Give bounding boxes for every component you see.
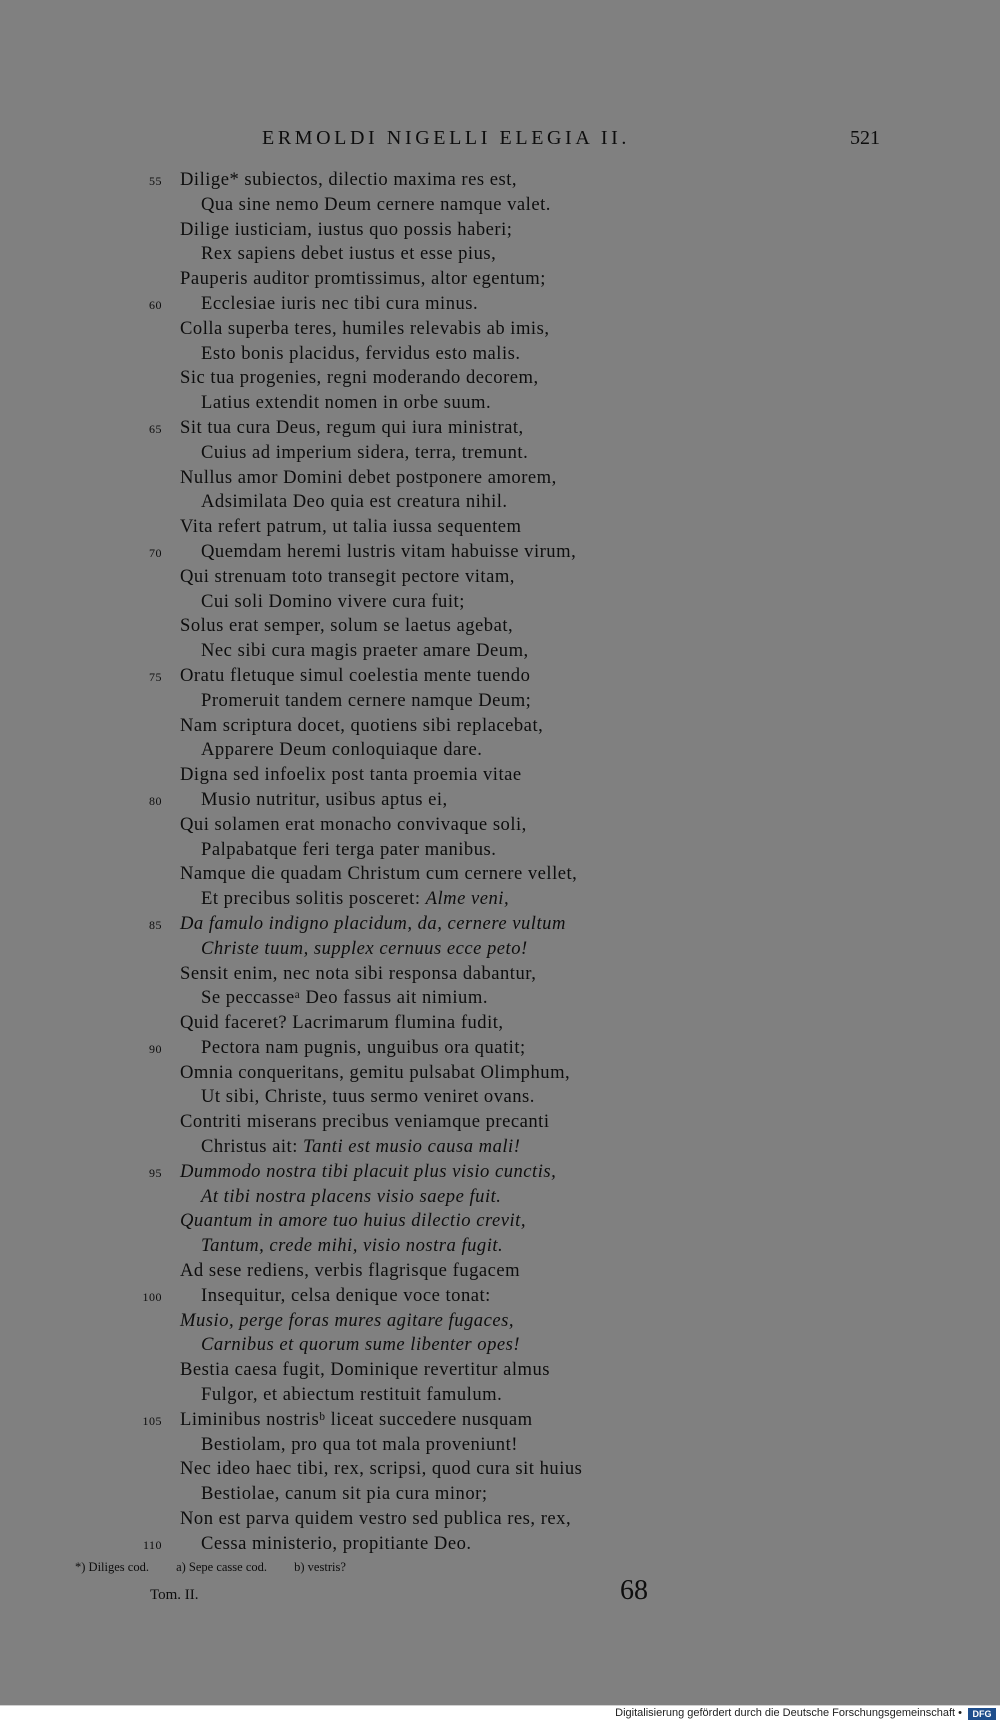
verse-text — [180, 862, 577, 887]
footnote-a: a) Sepe casse cod. — [176, 1560, 268, 1574]
verse-roman: Cuius ad imperium sidera, terra, tremunt. — [201, 441, 529, 463]
verse-line — [0, 1507, 1000, 1532]
verse-text — [201, 1383, 502, 1408]
verse-roman: Insequitur, celsa denique voce tonat: — [201, 1284, 491, 1306]
verse-line — [0, 1160, 1000, 1185]
line-number: 80 — [149, 793, 162, 808]
verse-text — [180, 1309, 514, 1334]
verse-line — [0, 317, 1000, 342]
verse-text — [201, 1135, 520, 1160]
verse-italic: Alme veni, — [425, 888, 510, 910]
verse-text — [201, 242, 496, 267]
verse-text — [201, 1333, 520, 1358]
verse-line — [0, 590, 1000, 615]
verse-text — [201, 1036, 526, 1061]
line-number: 100 — [142, 1289, 162, 1304]
verse-text — [180, 466, 557, 491]
line-number: 65 — [149, 421, 162, 436]
verse-line — [0, 1061, 1000, 1086]
verse-roman: Bestiolam, pro qua tot mala proveniunt! — [201, 1433, 518, 1455]
verse-line — [0, 664, 1000, 689]
verse-roman: Pectora nam pugnis, unguibus ora quatit; — [201, 1036, 526, 1058]
verse-text — [180, 813, 527, 838]
line-number: 70 — [149, 545, 162, 560]
verse-roman: Apparere Deum conloquiaque dare. — [201, 739, 483, 761]
verse-line — [0, 1309, 1000, 1334]
verse-line — [0, 490, 1000, 515]
verse-line — [0, 441, 1000, 466]
verse-italic: Carnibus et quorum sume libenter opes! — [201, 1334, 521, 1356]
verse-roman: Liminibus nostrisᵇ liceat succedere nusquam — [180, 1408, 533, 1430]
verse-text — [180, 1011, 504, 1036]
verse-line — [0, 614, 1000, 639]
verse-line — [0, 267, 1000, 292]
verse-line — [0, 962, 1000, 987]
verse-roman: Qui solamen erat monacho convivaque soli, — [180, 813, 527, 835]
line-number: 75 — [149, 669, 162, 684]
verse-roman: Sit tua cura Deus, regum qui iura ministrat, — [180, 416, 524, 438]
verse-text — [180, 1110, 549, 1135]
verse-line — [0, 1482, 1000, 1507]
page-number: 521 — [850, 127, 880, 149]
verse-italic: Quantum in amore tuo huius dilectio crevit, — [180, 1210, 526, 1232]
verse-text — [201, 1482, 488, 1507]
verse-text — [201, 986, 488, 1011]
verse-line — [0, 1135, 1000, 1160]
verse-line — [0, 788, 1000, 813]
verse-roman: Fulgor, et abiectum restituit famulum. — [201, 1384, 503, 1406]
verse-text — [180, 1160, 556, 1185]
verse-roman: Se peccasseᵃ Deo fassus ait nimium. — [201, 987, 488, 1009]
line-number: 60 — [149, 297, 162, 312]
dfg-funding-bar — [0, 1705, 1000, 1723]
verse-italic: At tibi nostra placens visio saepe fuit. — [201, 1185, 502, 1207]
verse-roman: Sic tua progenies, regni moderando decorem, — [180, 367, 539, 389]
verse-italic: Dummodo nostra tibi placuit plus visio cunctis, — [180, 1160, 557, 1182]
verse-text — [201, 1284, 491, 1309]
verse-roman: Vita refert patrum, ut talia iussa sequentem — [180, 516, 522, 538]
verse-text — [201, 788, 448, 813]
footnotes — [75, 1560, 370, 1575]
line-number: 90 — [149, 1041, 162, 1056]
verse-line — [0, 1036, 1000, 1061]
verse-line — [0, 689, 1000, 714]
verse-line — [0, 1259, 1000, 1284]
verse-text — [201, 540, 576, 565]
verse-line — [0, 168, 1000, 193]
verse-roman: Quemdam heremi lustris vitam habuisse virum, — [201, 540, 577, 562]
verse-text — [201, 937, 528, 962]
verse-italic: Tantum, crede mihi, visio nostra fugit. — [201, 1235, 504, 1257]
verse-text — [201, 1234, 503, 1259]
verse-text — [180, 714, 543, 739]
dfg-logo-icon[interactable]: DFG — [968, 1708, 996, 1720]
verse-roman: Ut sibi, Christe, tuus sermo veniret ovans. — [201, 1086, 535, 1108]
line-number: 95 — [149, 1165, 162, 1180]
verse-text — [180, 168, 517, 193]
verse-line — [0, 1284, 1000, 1309]
verse-line — [0, 1383, 1000, 1408]
verse-line — [0, 1011, 1000, 1036]
verse-roman: Esto bonis placidus, fervidus esto malis. — [201, 342, 521, 364]
signature-mark: 68 — [620, 1575, 648, 1606]
verse-line — [0, 763, 1000, 788]
verse-line — [0, 1234, 1000, 1259]
verse-roman: Namque die quadam Christum cum cernere vellet, — [180, 863, 578, 885]
verse-roman: Et precibus solitis posceret: — [201, 888, 426, 910]
verse-roman: Bestiolae, canum sit pia cura minor; — [201, 1483, 488, 1505]
verse-text — [180, 515, 522, 540]
verse-text — [201, 441, 528, 466]
verse-line — [0, 1110, 1000, 1135]
verse-italic: Christe tuum, supplex cernuus ecce peto! — [201, 937, 528, 959]
verse-line — [0, 193, 1000, 218]
verse-text — [180, 317, 549, 342]
verse-text — [180, 416, 524, 441]
verse-text — [180, 1061, 570, 1086]
verse-line — [0, 1532, 1000, 1557]
verse-roman: Dilige* subiectos, dilectio maxima res est, — [180, 169, 518, 190]
poem-text — [0, 168, 1000, 1557]
verse-text — [180, 1358, 550, 1383]
verse-roman: Quid faceret? Lacrimarum flumina fudit, — [180, 1012, 504, 1034]
verse-text — [201, 292, 478, 317]
line-number: 110 — [142, 1537, 162, 1552]
verse-roman: Latius extendit nomen in orbe suum. — [201, 392, 492, 414]
verse-roman: Nec ideo haec tibi, rex, scripsi, quod cura sit huius — [180, 1458, 583, 1480]
verse-roman: Bestia caesa fugit, Dominique revertitur almus — [180, 1359, 550, 1381]
verse-roman: Musio nutritur, usibus aptus ei, — [201, 788, 448, 810]
verse-roman: Omnia conqueritans, gemitu pulsabat Olimphum, — [180, 1061, 571, 1083]
verse-roman: Cessa ministerio, propitiante Deo. — [201, 1532, 472, 1554]
verse-italic: Musio, perge foras mures agitare fugaces, — [180, 1309, 514, 1331]
verse-roman: Qua sine nemo Deum cernere namque valet. — [201, 193, 551, 215]
verse-line — [0, 366, 1000, 391]
verse-line — [0, 986, 1000, 1011]
verse-roman: Nullus amor Domini debet postponere amorem, — [180, 466, 557, 488]
verse-line — [0, 218, 1000, 243]
verse-roman: Rex sapiens debet iustus et esse pius, — [201, 243, 497, 265]
verse-roman: Pauperis auditor promtissimus, altor egentum; — [180, 268, 546, 290]
verse-line — [0, 887, 1000, 912]
verse-roman: Contriti miserans precibus veniamque precanti — [180, 1111, 550, 1133]
verse-line — [0, 838, 1000, 863]
verse-line — [0, 342, 1000, 367]
verse-text — [180, 912, 566, 937]
verse-line — [0, 862, 1000, 887]
verse-line — [0, 813, 1000, 838]
verse-line — [0, 738, 1000, 763]
dfg-funding-text: Digitalisierung gefördert durch die Deutsche Forschungsgemeinschaft • — [615, 1707, 962, 1719]
line-number: 85 — [149, 917, 162, 932]
verse-roman: Oratu fletuque simul coelestia mente tuendo — [180, 664, 531, 686]
verse-roman: Non est parva quidem vestro sed publica res, rex, — [180, 1508, 572, 1530]
verse-text — [201, 342, 521, 367]
verse-line — [0, 540, 1000, 565]
verse-line — [0, 1209, 1000, 1234]
running-title: ERMOLDI NIGELLI ELEGIA II. — [262, 127, 630, 149]
verse-text — [180, 218, 512, 243]
verse-roman: Promeruit tandem cernere namque Deum; — [201, 689, 532, 711]
verse-line — [0, 466, 1000, 491]
verse-text — [180, 962, 536, 987]
verse-roman: Sensit enim, nec nota sibi responsa dabantur, — [180, 962, 537, 984]
verse-text — [180, 664, 530, 689]
verse-text — [201, 391, 491, 416]
verse-roman: Ad sese rediens, verbis flagrisque fugacem — [180, 1260, 521, 1282]
line-number: 55 — [149, 174, 162, 188]
verse-text — [201, 193, 551, 218]
verse-line — [0, 1358, 1000, 1383]
verse-text — [201, 1433, 518, 1458]
verse-roman: Nec sibi cura magis praeter amare Deum, — [201, 640, 529, 662]
verse-text — [180, 1507, 571, 1532]
verse-line — [0, 565, 1000, 590]
verse-roman: Nam scriptura docet, quotiens sibi replacebat, — [180, 714, 544, 736]
verse-text — [180, 1408, 533, 1433]
verse-italic: Tanti est musio causa mali! — [303, 1136, 521, 1158]
verse-roman: Digna sed infoelix post tanta proemia vitae — [180, 764, 522, 786]
verse-line — [0, 1408, 1000, 1433]
verse-line — [0, 242, 1000, 267]
line-number: 105 — [142, 1413, 162, 1428]
page-header — [0, 127, 1000, 157]
verse-roman: Dilige iusticiam, iustus quo possis haberi; — [180, 218, 513, 240]
verse-roman: Cui soli Domino vivere cura fuit; — [201, 590, 465, 612]
verse-text — [201, 738, 482, 763]
verse-line — [0, 416, 1000, 441]
verse-line — [0, 937, 1000, 962]
verse-roman: Qui strenuam toto transegit pectore vitam, — [180, 565, 515, 587]
verse-line — [0, 912, 1000, 937]
verse-text — [180, 1457, 582, 1482]
verse-line — [0, 515, 1000, 540]
verse-line — [0, 639, 1000, 664]
verse-text — [201, 689, 531, 714]
verse-text — [180, 1209, 526, 1234]
verse-line — [0, 714, 1000, 739]
verse-line — [0, 1333, 1000, 1358]
verse-text — [201, 590, 465, 615]
volume-label: Tom. II. — [150, 1587, 199, 1603]
verse-text — [201, 838, 496, 863]
verse-text — [201, 490, 508, 515]
verse-roman: Solus erat semper, solum se laetus agebat, — [180, 615, 514, 637]
verse-text — [201, 1085, 535, 1110]
verse-line — [0, 292, 1000, 317]
verse-text — [180, 614, 513, 639]
verse-text — [180, 1259, 520, 1284]
verse-line — [0, 391, 1000, 416]
verse-roman: Palpabatque feri terga pater manibus. — [201, 838, 497, 860]
verse-text — [180, 366, 539, 391]
verse-text — [180, 763, 522, 788]
verse-text — [180, 565, 515, 590]
verse-text — [201, 1532, 472, 1557]
verse-line — [0, 1433, 1000, 1458]
verse-text — [180, 267, 546, 292]
verse-line — [0, 1185, 1000, 1210]
verse-line — [0, 1085, 1000, 1110]
verse-roman: Christus ait: — [201, 1136, 304, 1158]
verse-roman: Ecclesiae iuris nec tibi cura minus. — [201, 292, 479, 314]
verse-line — [0, 1457, 1000, 1482]
verse-italic: Da famulo indigno placidum, da, cernere vultum — [180, 912, 566, 934]
verse-text — [201, 639, 529, 664]
footnote-b: b) vestris? — [294, 1560, 346, 1574]
verse-text — [201, 1185, 501, 1210]
footnote-star: *) Diliges cod. — [75, 1560, 149, 1574]
verse-roman: Adsimilata Deo quia est creatura nihil. — [201, 491, 508, 513]
verse-roman: Colla superba teres, humiles relevabis ab imis, — [180, 317, 550, 339]
verse-text — [201, 887, 509, 912]
